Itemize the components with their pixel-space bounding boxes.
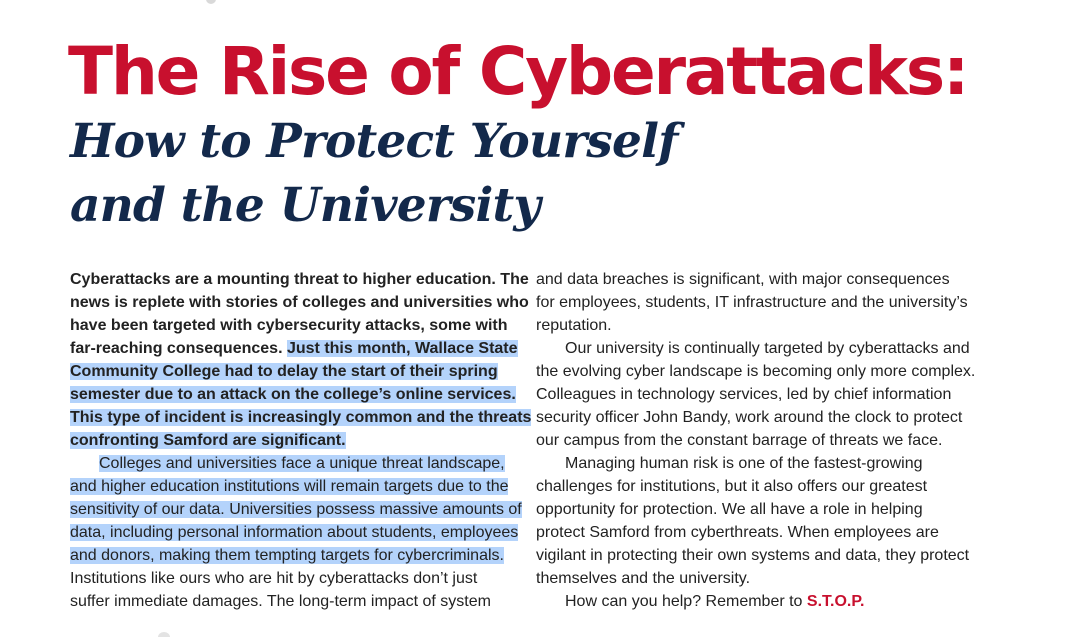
line-text: for employees, students, IT infrastructure and the university’s — [536, 294, 968, 311]
page-edge-mark — [206, 0, 216, 4]
line-text: Institutions like ours who are hit by cyberattacks don’t just — [70, 570, 478, 587]
line-text: How can you help? Remember to — [565, 593, 807, 610]
body-text-line — [70, 544, 528, 567]
body-text-line — [536, 314, 986, 337]
body-text-line — [536, 360, 986, 383]
selected-text: semester due to an attack on the college’s online services. — [70, 386, 516, 403]
body-text-line — [536, 291, 986, 314]
selected-text: Colleges and universities face a unique threat landscape, — [99, 455, 505, 472]
article-title: The Rise of Cyberattacks: — [68, 33, 968, 110]
body-text-line — [70, 567, 528, 590]
body-text-line — [70, 383, 528, 406]
article-subtitle — [70, 110, 678, 238]
selected-text: data, including personal information about students, employees — [70, 524, 519, 541]
body-text-line — [70, 268, 528, 291]
body-text-line — [70, 452, 528, 475]
line-text: far-reaching consequences. — [70, 340, 287, 357]
line-text: protect Samford from cyberthreats. When employees are — [536, 524, 939, 541]
subtitle-line: and the University — [70, 178, 540, 233]
stop-acronym: S.T.O.P. — [806, 593, 865, 610]
body-text-line — [70, 291, 528, 314]
body-text-line — [70, 498, 528, 521]
body-text-line — [70, 429, 528, 452]
body-text-line — [536, 406, 986, 429]
selected-text: sensitivity of our data. Universities possess massive amounts of — [70, 501, 522, 518]
line-text: security officer John Bandy, work around the clock to protect — [536, 409, 963, 426]
line-text: the evolving cyber landscape is becoming only more complex. — [536, 363, 976, 380]
body-text-line — [536, 383, 986, 406]
line-text: and data breaches is significant, with major consequences — [536, 271, 950, 288]
line-text: challenges for institutions, but it also offers our greatest — [536, 478, 928, 495]
body-text-line — [536, 544, 986, 567]
line-text: our campus from the constant barrage of threats we face. — [536, 432, 943, 449]
selected-text: This type of incident is increasingly common and the threats — [70, 409, 532, 426]
selected-text: and donors, making them tempting targets for cybercriminals. — [70, 547, 504, 564]
body-text-line — [70, 337, 528, 360]
line-text: have been targeted with cybersecurity attacks, some with — [70, 317, 508, 334]
line-text: reputation. — [536, 317, 612, 334]
line-text: suffer immediate damages. The long-term impact of system — [70, 593, 491, 610]
line-text: themselves and the university. — [536, 570, 751, 587]
line-text: news is replete with stories of colleges and universities who — [70, 294, 529, 311]
line-text: Our university is continually targeted by cyberattacks and — [565, 340, 970, 357]
body-text-line — [70, 521, 528, 544]
selected-text: Community College had to delay the start of their spring — [70, 363, 498, 380]
line-text: Colleagues in technology services, led by chief information — [536, 386, 952, 403]
body-text-line — [70, 590, 528, 613]
body-text-line — [536, 475, 986, 498]
body-text-line — [536, 337, 986, 360]
selected-text: Just this month, Wallace State — [286, 340, 518, 357]
line-text: Managing human risk is one of the fastest-growing — [565, 455, 923, 472]
body-text-line — [536, 452, 986, 475]
body-text-line — [70, 314, 528, 337]
page-edge-mark — [158, 632, 170, 637]
body-text-line — [536, 429, 986, 452]
body-text-line — [70, 475, 528, 498]
selected-text: confronting Samford are significant. — [70, 432, 346, 449]
body-text-line — [536, 521, 986, 544]
line-text: opportunity for protection. We all have a role in helping — [536, 501, 923, 518]
body-text-line — [70, 360, 528, 383]
body-text-line — [536, 268, 986, 291]
body-text-line — [536, 590, 986, 613]
line-text: vigilant in protecting their own systems and data, they protect — [536, 547, 970, 564]
body-column-left — [70, 268, 532, 613]
selected-text: and higher education institutions will remain targets due to the — [70, 478, 509, 495]
subtitle-line: How to Protect Yourself — [70, 114, 678, 169]
body-text-line — [536, 567, 986, 590]
body-text-line — [70, 406, 532, 429]
line-text: Cyberattacks are a mounting threat to higher education. The — [70, 271, 529, 288]
body-text-line — [536, 498, 986, 521]
body-column-right — [536, 268, 986, 613]
